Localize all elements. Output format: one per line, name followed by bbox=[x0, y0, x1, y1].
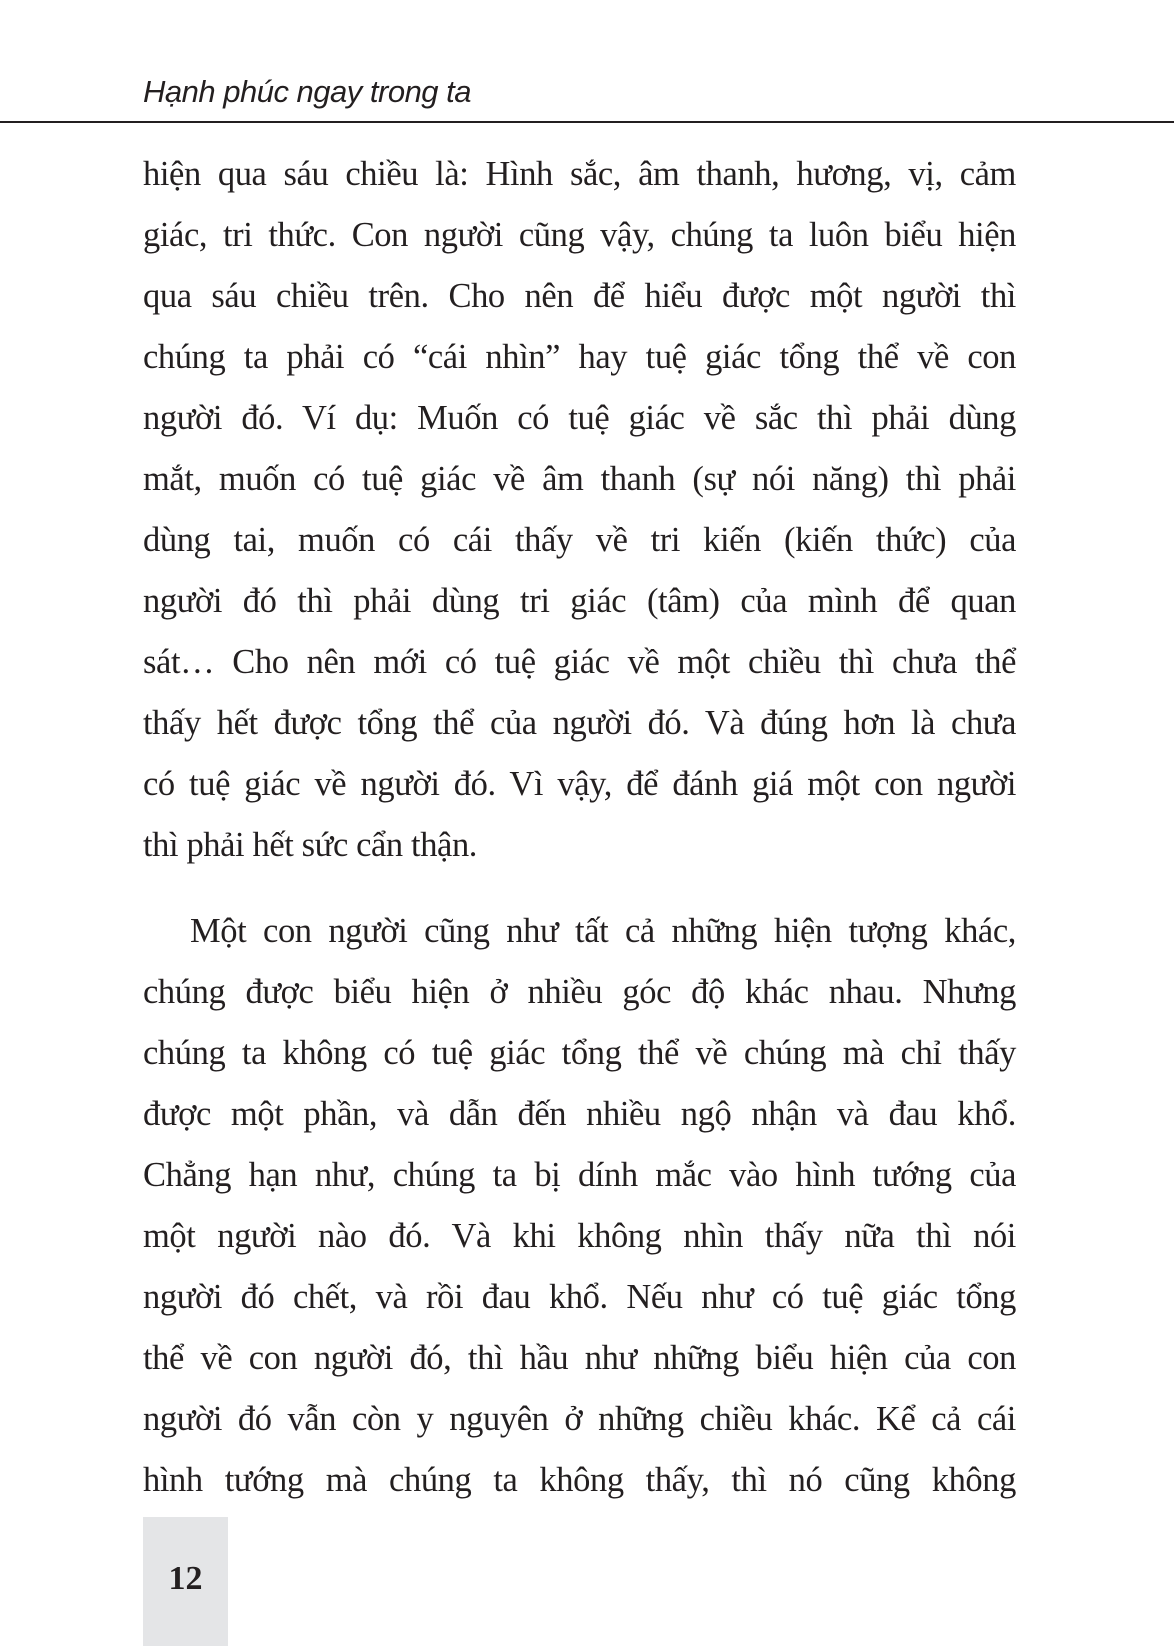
text-line: có tuệ giác về người đó. Vì vậy, để đánh giá một con người bbox=[143, 765, 1016, 803]
text-line: người đó thì phải dùng tri giác (tâm) của mình để quan bbox=[143, 582, 1016, 620]
running-header: Hạnh phúc ngay trong ta bbox=[143, 74, 472, 109]
text-line: thể về con người đó, thì hầu như những biểu hiện của con bbox=[143, 1339, 1016, 1377]
header-rule bbox=[0, 121, 1174, 123]
text-line: dùng tai, muốn có cái thấy về tri kiến (kiến thức) của bbox=[143, 521, 1016, 559]
text-line: qua sáu chiều trên. Cho nên để hiểu được một người thì bbox=[143, 277, 1016, 315]
page-number: 12 bbox=[168, 1560, 203, 1597]
text-line: hiện qua sáu chiều là: Hình sắc, âm thanh, hương, vị, cảm bbox=[143, 155, 1016, 193]
text-line: được một phần, và dẫn đến nhiều ngộ nhận và đau khổ. bbox=[143, 1095, 1016, 1133]
text-line: sát… Cho nên mới có tuệ giác về một chiều thì chưa thể bbox=[143, 643, 1016, 681]
body-text bbox=[143, 151, 1016, 1518]
text-line: chúng được biểu hiện ở nhiều góc độ khác nhau. Nhưng bbox=[143, 973, 1016, 1011]
text-line: mắt, muốn có tuệ giác về âm thanh (sự nói năng) thì phải bbox=[143, 460, 1016, 498]
text-line: một người nào đó. Và khi không nhìn thấy nữa thì nói bbox=[143, 1217, 1016, 1255]
text-line: chúng ta phải có “cái nhìn” hay tuệ giác tổng thể về con bbox=[143, 338, 1016, 376]
paragraph bbox=[143, 908, 1016, 1518]
paragraph bbox=[143, 151, 1016, 883]
text-line: giác, tri thức. Con người cũng vậy, chúng ta luôn biểu hiện bbox=[143, 216, 1016, 254]
text-line: người đó chết, và rồi đau khổ. Nếu như có tuệ giác tổng bbox=[143, 1278, 1016, 1316]
text-line: chúng ta không có tuệ giác tổng thể về chúng mà chỉ thấy bbox=[143, 1034, 1016, 1072]
text-line: hình tướng mà chúng ta không thấy, thì nó cũng không bbox=[143, 1461, 1016, 1499]
text-line: người đó vẫn còn y nguyên ở những chiều khác. Kể cả cái bbox=[143, 1400, 1016, 1438]
text-line: Chẳng hạn như, chúng ta bị dính mắc vào hình tướng của bbox=[143, 1156, 1016, 1194]
text-line: thấy hết được tổng thể của người đó. Và đúng hơn là chưa bbox=[143, 704, 1016, 742]
text-line: thì phải hết sức cẩn thận. bbox=[143, 826, 478, 864]
text-line: Một con người cũng như tất cả những hiện tượng khác, bbox=[190, 912, 1016, 950]
text-line: người đó. Ví dụ: Muốn có tuệ giác về sắc thì phải dùng bbox=[143, 399, 1016, 437]
page-number-box bbox=[143, 1517, 228, 1646]
